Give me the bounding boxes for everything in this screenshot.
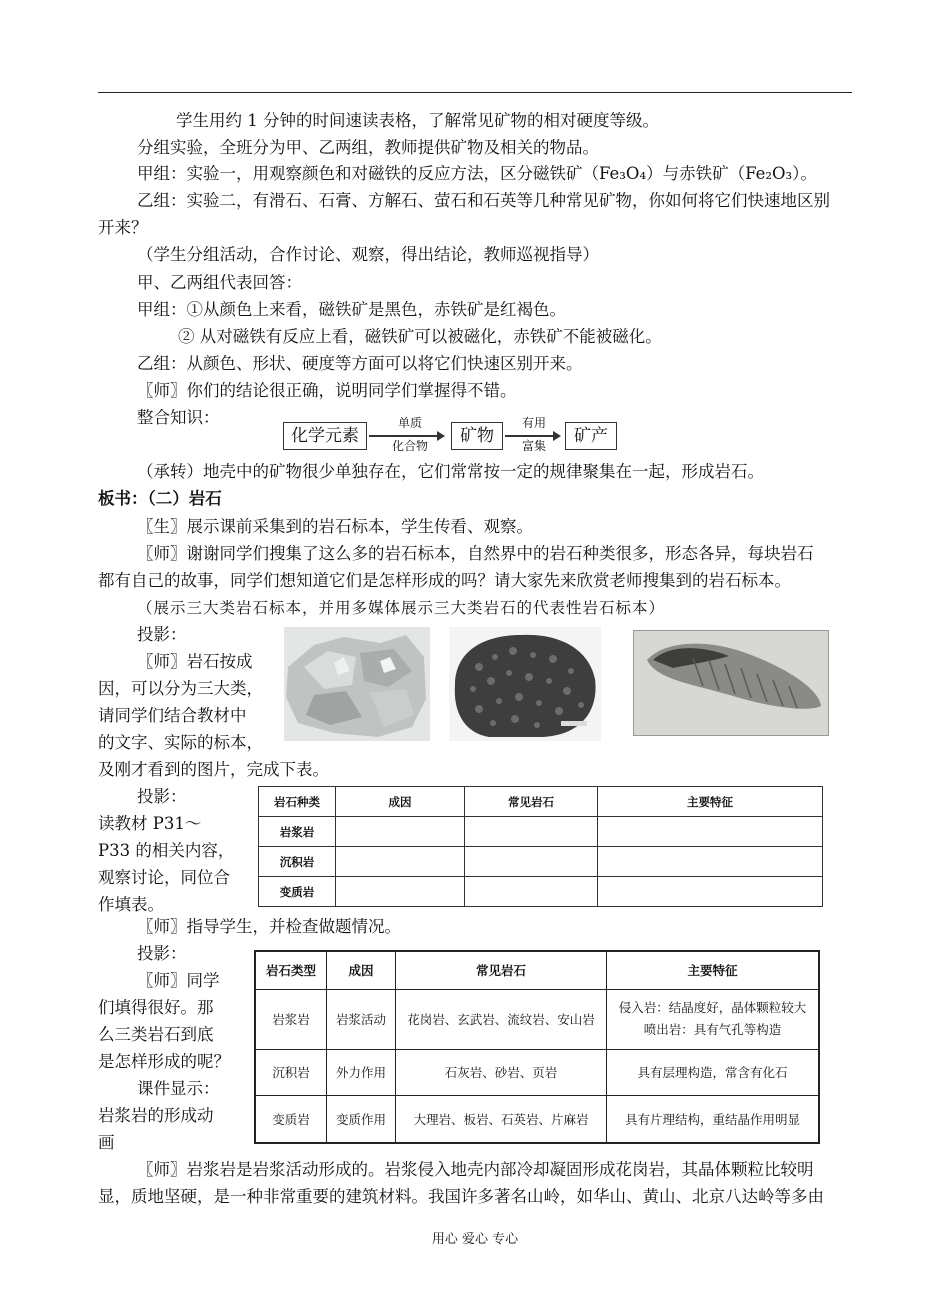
text-line: 乙组：从颜色、形状、硬度等方面可以将它们快速区别开来。	[137, 354, 583, 373]
table-header: 岩石种类	[259, 787, 336, 817]
flow-node-ores: 矿产	[565, 422, 617, 450]
text-line: 画	[98, 1133, 115, 1152]
table-row	[255, 989, 819, 1049]
text-line: （学生分组活动，合作讨论、观察，得出结论，教师巡视指导）	[137, 245, 599, 264]
table-cell: 大理岩、板岩、石英岩、片麻岩	[396, 1095, 607, 1143]
text-line: 乙组：实验二，有滑石、石膏、方解石、萤石和石英等几种常见矿物，你如何将它们快速地区别	[137, 191, 830, 210]
knowledge-flow-diagram	[283, 412, 617, 458]
table-header: 主要特征	[598, 787, 823, 817]
table-cell: 具有层理构造，常含有化石	[607, 1049, 820, 1095]
text-line: 〖师〗你们的结论很正确，说明同学们掌握得不错。	[137, 381, 517, 400]
feature-line: 侵入岩：结晶度好，晶体颗粒较大	[618, 1000, 807, 1015]
flow-label: 化合物	[391, 439, 428, 453]
table-header: 常见岩石	[465, 787, 598, 817]
text-line: （承转）地壳中的矿物很少单独存在，它们常常按一定的规律聚集在一起，形成岩石。	[137, 462, 764, 481]
table-cell	[607, 989, 820, 1049]
table-header: 常见岩石	[396, 951, 607, 989]
metamorphic-rock-photo	[633, 630, 829, 736]
table-row	[259, 877, 823, 907]
table-cell: 岩浆岩	[255, 989, 327, 1049]
table-row	[255, 1095, 819, 1143]
table-cell: 变质作用	[327, 1095, 396, 1143]
text-line: 显，质地坚硬，是一种非常重要的建筑材料。我国许多著名山岭，如华山、黄山、北京八达岭等多由	[98, 1187, 824, 1206]
text-line: 读教材 P31～	[98, 814, 202, 833]
text-line: 〖师〗岩浆岩是岩浆活动形成的。岩浆侵入地壳内部冷却凝固形成花岗岩，其晶体颗粒比较明	[137, 1160, 814, 1179]
table-cell: 变质岩	[259, 877, 336, 907]
text-line: 整合知识：	[137, 408, 220, 427]
table-cell: 外力作用	[327, 1049, 396, 1095]
text-line: 都有自己的故事，同学们想知道它们是怎样形成的吗？请大家先来欣赏老师搜集到的岩石标本。	[98, 571, 791, 590]
table-cell: 具有片理结构，重结晶作用明显	[607, 1095, 820, 1143]
rock-classification-answer-table	[254, 950, 820, 1144]
text-line: 甲组：实验一，用观察颜色和对磁铁的反应方法，区分磁铁矿（Fe₃O₄）与赤铁矿（Fe₂O₃）。	[137, 164, 817, 183]
header-rule	[98, 92, 852, 93]
table-header: 主要特征	[607, 951, 820, 989]
table-cell: 沉积岩	[255, 1049, 327, 1095]
table-row	[255, 1049, 819, 1095]
page-footer: 用心 爱心 专心	[431, 1232, 519, 1247]
flow-node-elements: 化学元素	[283, 422, 367, 450]
text-line: 投影：	[137, 787, 187, 806]
table-cell: 沉积岩	[259, 847, 336, 877]
flow-node-minerals: 矿物	[451, 422, 503, 450]
text-line: 学生用约 1 分钟的时间速读表格，了解常见矿物的相对硬度等级。	[176, 111, 659, 130]
table-row	[259, 847, 823, 877]
table-cell: 变质岩	[255, 1095, 327, 1143]
text-line: 投影：	[137, 944, 187, 963]
text-line: 因，可以分为三大类，	[98, 679, 263, 698]
text-line: 分组实验，全班分为甲、乙两组，教师提供矿物及相关的物品。	[137, 138, 599, 157]
text-line: 开来？	[98, 218, 148, 237]
text-line: P33 的相关内容，	[98, 841, 235, 860]
table-header-row	[255, 951, 819, 989]
text-line: 〖师〗同学	[137, 971, 220, 990]
text-line: 作填表。	[98, 895, 164, 914]
flow-label: 单质	[397, 416, 422, 430]
table-header-row	[259, 787, 823, 817]
text-line: 岩浆岩的形成动	[98, 1106, 214, 1125]
text-line: 课件显示：	[137, 1079, 220, 1098]
text-line: ② 从对磁铁有反应上看，磁铁矿可以被磁化，赤铁矿不能被磁化。	[178, 327, 662, 346]
feature-line: 喷出岩：具有气孔等构造	[643, 1022, 782, 1037]
table-header: 岩石类型	[255, 951, 327, 989]
text-line: 〖师〗指导学生，并检查做题情况。	[137, 917, 401, 936]
flow-label: 富集	[521, 439, 546, 453]
text-line: 〖师〗谢谢同学们搜集了这么多的岩石标本，自然界中的岩石种类很多，形态各异，每块岩石	[137, 544, 814, 563]
table-cell: 花岗岩、玄武岩、流纹岩、安山岩	[396, 989, 607, 1049]
text-line: 观察讨论，同位合	[98, 868, 230, 887]
text-line: 〖生〗展示课前采集到的岩石标本，学生传看、观察。	[137, 517, 533, 536]
flow-label: 有用	[521, 416, 546, 430]
rock-classification-blank-table	[258, 786, 823, 907]
sedimentary-rock-photo	[449, 627, 601, 741]
text-line: 〖师〗岩石按成	[137, 652, 253, 671]
text-line: 及刚才看到的图片，完成下表。	[98, 760, 329, 779]
text-line: 甲、乙两组代表回答：	[137, 273, 302, 292]
arrow-icon	[369, 435, 443, 437]
text-line: 请同学们结合教材中	[98, 706, 247, 725]
table-header: 成因	[336, 787, 465, 817]
text-line: （展示三大类岩石标本，并用多媒体展示三大类岩石的代表性岩石标本）	[137, 599, 666, 617]
text-line: 们填得很好。那	[98, 998, 214, 1017]
table-header: 成因	[327, 951, 396, 989]
section-heading: 板书：（二）岩石	[98, 489, 222, 508]
text-line: 甲组：①从颜色上来看，磁铁矿是黑色，赤铁矿是红褐色。	[137, 300, 566, 319]
table-row	[259, 817, 823, 847]
arrow-icon	[505, 435, 559, 437]
text-line: 的文字、实际的标本，	[98, 733, 263, 752]
text-line: 么三类岩石到底	[98, 1025, 214, 1044]
table-cell: 石灰岩、砂岩、页岩	[396, 1049, 607, 1095]
table-cell: 岩浆岩	[259, 817, 336, 847]
text-line: 投影：	[137, 625, 187, 644]
table-cell: 岩浆活动	[327, 989, 396, 1049]
igneous-rock-photo	[284, 627, 430, 741]
text-line: 是怎样形成的呢？	[98, 1052, 230, 1071]
